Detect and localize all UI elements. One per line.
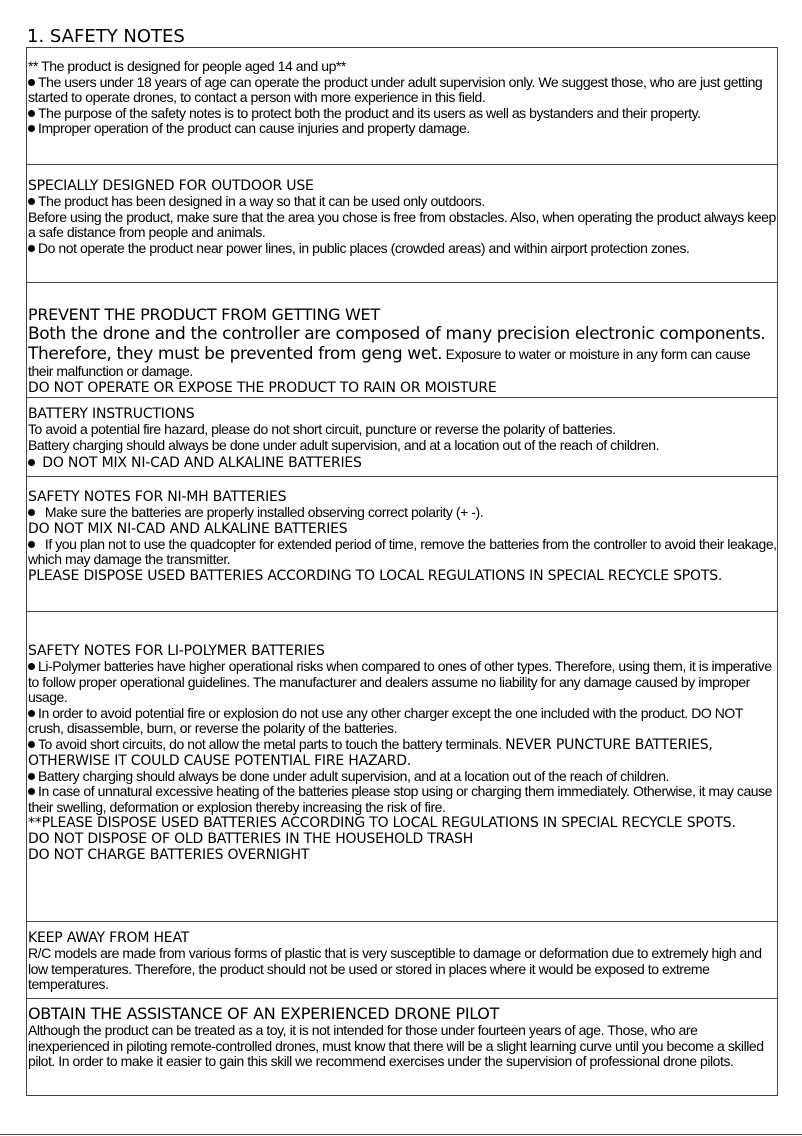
section-heading: SAFETY NOTES FOR LI-POLYMER BATTERIES	[28, 643, 325, 659]
item-text: In order to avoid potential fire or explosion do not use any other charger except the one included with the product. DO NOT crush, disassemble, burn, or reverse the polarity of the batteries.	[28, 704, 743, 736]
list-item	[28, 737, 777, 769]
bullet-icon	[28, 79, 35, 86]
item-text: In case of unnatural excessive heating of the batteries please stop using or charging them immediately. Otherwise, it may cause their swelling, deformation or explosion thereby increasing the risk of fire.	[28, 783, 773, 815]
section-heading: SPECIALLY DESIGNED FOR OUTDOOR USE	[28, 178, 314, 194]
bullet-icon	[28, 110, 35, 117]
bullet-icon	[28, 663, 35, 670]
paragraph	[28, 324, 777, 380]
list-item	[28, 106, 777, 122]
warning-text: DO NOT CHARGE BATTERIES OVERNIGHT	[28, 847, 310, 863]
bullet-icon	[28, 788, 35, 795]
bullet-icon	[28, 710, 35, 717]
item-text: To avoid short circuits, do not allow the metal parts to touch the battery terminals.	[38, 735, 506, 752]
list-item	[28, 241, 777, 257]
list-item	[28, 769, 777, 785]
bullet-icon	[28, 773, 35, 780]
warning-text: PLEASE DISPOSE USED BATTERIES ACCORDING TO LOCAL REGULATIONS IN SPECIAL RECYCLE SPOTS.	[28, 567, 723, 584]
warning-text: DO NOT MIX NI-CAD AND ALKALINE BATTERIES	[28, 520, 348, 537]
bullet-icon	[28, 509, 35, 516]
list-item	[28, 455, 777, 471]
warning-text: **PLEASE DISPOSE USED BATTERIES ACCORDING TO LOCAL REGULATIONS IN SPECIAL RECYCLE SPOTS.	[28, 815, 736, 831]
bullet-icon	[28, 459, 35, 466]
warning-text: NEVER PUNCTURE BATTERIES, OTHERWISE IT COULD CAUSE POTENTIAL FIRE HAZARD.	[28, 736, 713, 769]
emphasis-text: Both the drone and the controller are composed of many precision electronic components. Therefore, they must be prevented from geng wet.	[28, 324, 766, 364]
section-battery-instructions	[26, 397, 778, 476]
list-item	[28, 784, 777, 815]
paragraph: Although the product can be treated as a toy, it is not intended for those under fourteen years of age. Those, who are inexperienced in piloting remote-controlled drones, must know that there will be a slight learning curve until you become a skilled pilot. In order to make it easier to gain this skill we recommend exercises under the supervision of professional drone pilots.	[28, 1022, 764, 1069]
warning-text: DO NOT DISPOSE OF OLD BATTERIES IN THE HOUSEHOLD TRASH	[28, 831, 474, 847]
list-item	[28, 121, 777, 137]
item-text: Do not operate the product near power lines, in public places (crowded areas) and within airport protection zones.	[38, 239, 690, 256]
paragraph: Before using the product, make sure that the area you chose is free from obstacles. Also, when operating the product always keep a safe distance from people and animals.	[28, 208, 776, 240]
section-heading: KEEP AWAY FROM HEAT	[28, 930, 190, 946]
list-item	[28, 194, 777, 210]
bullet-icon	[28, 541, 35, 548]
section-heading: PREVENT THE PRODUCT FROM GETTING WET	[28, 305, 380, 324]
age-note: ** The product is designed for people aged 14 and up**	[28, 58, 346, 74]
item-text: The purpose of the safety notes is to protect both the product and its users as well as bystanders and their property.	[38, 104, 701, 121]
bullet-icon	[28, 198, 35, 205]
section-heading: BATTERY INSTRUCTIONS	[28, 406, 195, 422]
page-title: 1. SAFETY NOTES	[27, 26, 185, 47]
list-item	[28, 505, 777, 521]
section-general	[26, 47, 778, 164]
bullet-icon	[28, 741, 35, 748]
section-lipo-batteries	[26, 611, 778, 921]
bullet-icon	[28, 125, 35, 132]
item-text: Improper operation of the product can cause injuries and property damage.	[38, 120, 470, 136]
section-outdoor-use	[26, 164, 778, 282]
list-item	[28, 659, 777, 706]
list-item	[28, 75, 777, 106]
bullet-icon	[28, 245, 35, 252]
warning-text: DO NOT OPERATE OR EXPOSE THE PRODUCT TO RAIN OR MOISTURE	[28, 379, 497, 396]
item-text: Li-Polymer batteries have higher operational risks when compared to ones of other types. Therefore, using them, it is imperative to follow proper operational guidelines. The manufacturer and dealers assume no liability for any damage caused by improper usage.	[28, 658, 772, 705]
section-nimh-batteries	[26, 476, 778, 611]
item-text: If you plan not to use the quadcopter for extended period of time, remove the batteries from the controller to avoid their leakage, which may damage the transmitter.	[28, 535, 777, 567]
list-item	[28, 706, 777, 737]
paragraph: To avoid a potential fire hazard, please do not short circuit, puncture or reverse the polarity of batteries.	[28, 421, 616, 437]
paragraph: R/C models are made from various forms of plastic that is very susceptible to damage or deformation due to extremely high and low temperatures. Therefore, the product should not be used or stored in places where it would be exposed to extreme temperatures.	[28, 945, 762, 992]
page-bottom-divider	[0, 1134, 802, 1135]
paragraph: Battery charging should always be done under adult supervision, and at a location out of the reach of children.	[28, 436, 660, 453]
paragraph-text: Exposure to water or moisture in any form can cause their malfunction or damage.	[28, 346, 751, 379]
section-prevent-wet	[26, 282, 778, 397]
section-heading: SAFETY NOTES FOR NI-MH BATTERIES	[28, 489, 287, 505]
item-text: The product has been designed in a way so that it can be used only outdoors.	[38, 193, 485, 209]
item-text: Make sure the batteries are properly installed observing correct polarity (+ -).	[44, 504, 484, 520]
item-text: Battery charging should always be done under adult supervision, and at a location out of the reach of children.	[38, 767, 670, 784]
list-item	[28, 537, 777, 568]
section-keep-away-heat	[26, 921, 778, 998]
section-heading: OBTAIN THE ASSISTANCE OF AN EXPERIENCED DRONE PILOT	[28, 1004, 500, 1023]
item-text: DO NOT MIX NI-CAD AND ALKALINE BATTERIES	[42, 455, 362, 471]
item-text: The users under 18 years of age can operate the product under adult supervision only. We suggest those, who are just getting started to operate drones, to contact a person with more experience in this field.	[28, 73, 763, 105]
section-experienced-pilot	[26, 998, 778, 1096]
